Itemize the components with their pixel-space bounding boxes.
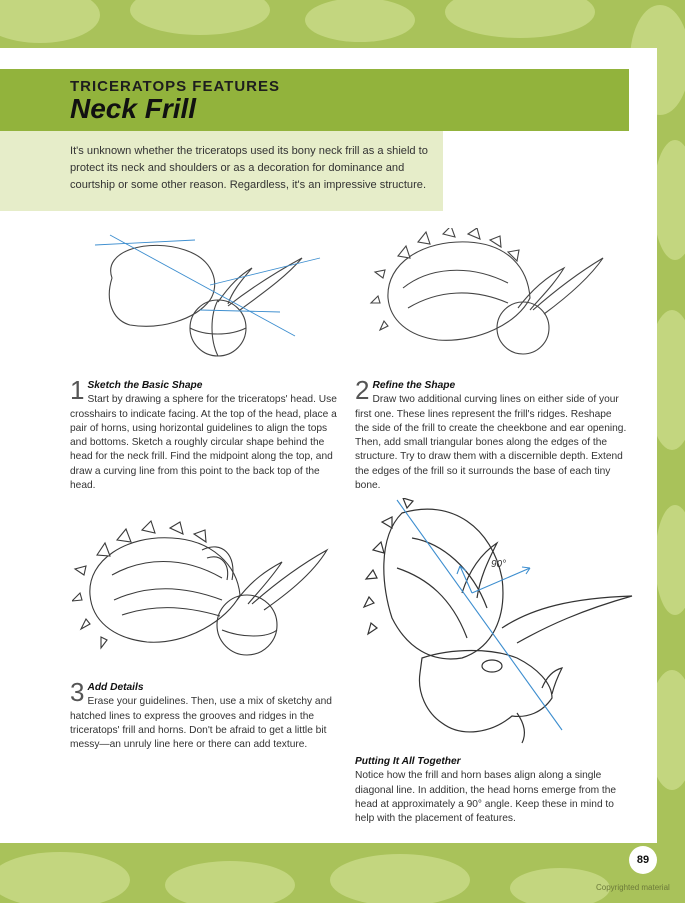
step-3-text: Erase your guidelines. Then, use a mix of sketchy and hatched lines to express the grooves and ridges in the triceratops' frill and horns. Don't be afraid to get a little bit messy—an unruly line here or there can add texture. bbox=[70, 696, 332, 751]
step-1 bbox=[70, 375, 340, 493]
page-number: 89 bbox=[629, 846, 657, 874]
tip-title: Putting It All Together bbox=[355, 756, 461, 767]
step-2-text: Draw two additional curving lines on either side of your first one. These lines represent the frill's ridges. Reshape the side of the frill to create the cheekbone and ear opening. Then, add small triangular bones along the edges of the structure. Try to draw them with a discernible depth. Extend the edges of the frill so it surrounds the base of each tiny bone. bbox=[355, 394, 627, 492]
sketch-step-1 bbox=[90, 230, 330, 370]
sketch-step-2 bbox=[368, 228, 613, 370]
angle-label: 90° bbox=[491, 559, 507, 570]
page-title: Neck Frill bbox=[70, 93, 197, 124]
copyright-watermark: Copyrighted material bbox=[596, 883, 670, 892]
step-3 bbox=[70, 677, 335, 752]
step-1-number: 1 bbox=[70, 375, 85, 405]
step-2 bbox=[355, 375, 628, 493]
sketch-putting-together bbox=[352, 498, 642, 748]
step-3-title: Add Details bbox=[87, 682, 144, 693]
step-1-title: Sketch the Basic Shape bbox=[87, 380, 203, 391]
step-3-number: 3 bbox=[70, 677, 85, 707]
step-2-title: Refine the Shape bbox=[372, 380, 456, 391]
intro-text: It's unknown whether the triceratops used its bony neck frill as a shield to protect its neck and shoulders or as a decoration for dominance and courtship or some other reason. Regardless, it's an impressive structure. bbox=[70, 145, 428, 191]
section-kicker: TRICERATOPS FEATURES bbox=[70, 78, 281, 95]
tip-text: Notice how the frill and horn bases align along a single diagonal line. In addition, the head horns emerge from the head at approximately a 90° angle. Keep these in mind to help with the placement of features. bbox=[355, 770, 617, 825]
step-1-text: Start by drawing a sphere for the triceratops' head. Use crosshairs to indicate facing. At the top of the head, place a pair of horns, using horizontal guidelines to align the tops and bottoms. Sketch a roughly circular shape behind the head for the neck frill. Find the midpoint along the top, and draw a curving line from this point to the back top of the head. bbox=[70, 394, 337, 492]
tip-box bbox=[355, 755, 633, 826]
step-2-number: 2 bbox=[355, 375, 370, 405]
sketch-step-3 bbox=[72, 520, 334, 675]
